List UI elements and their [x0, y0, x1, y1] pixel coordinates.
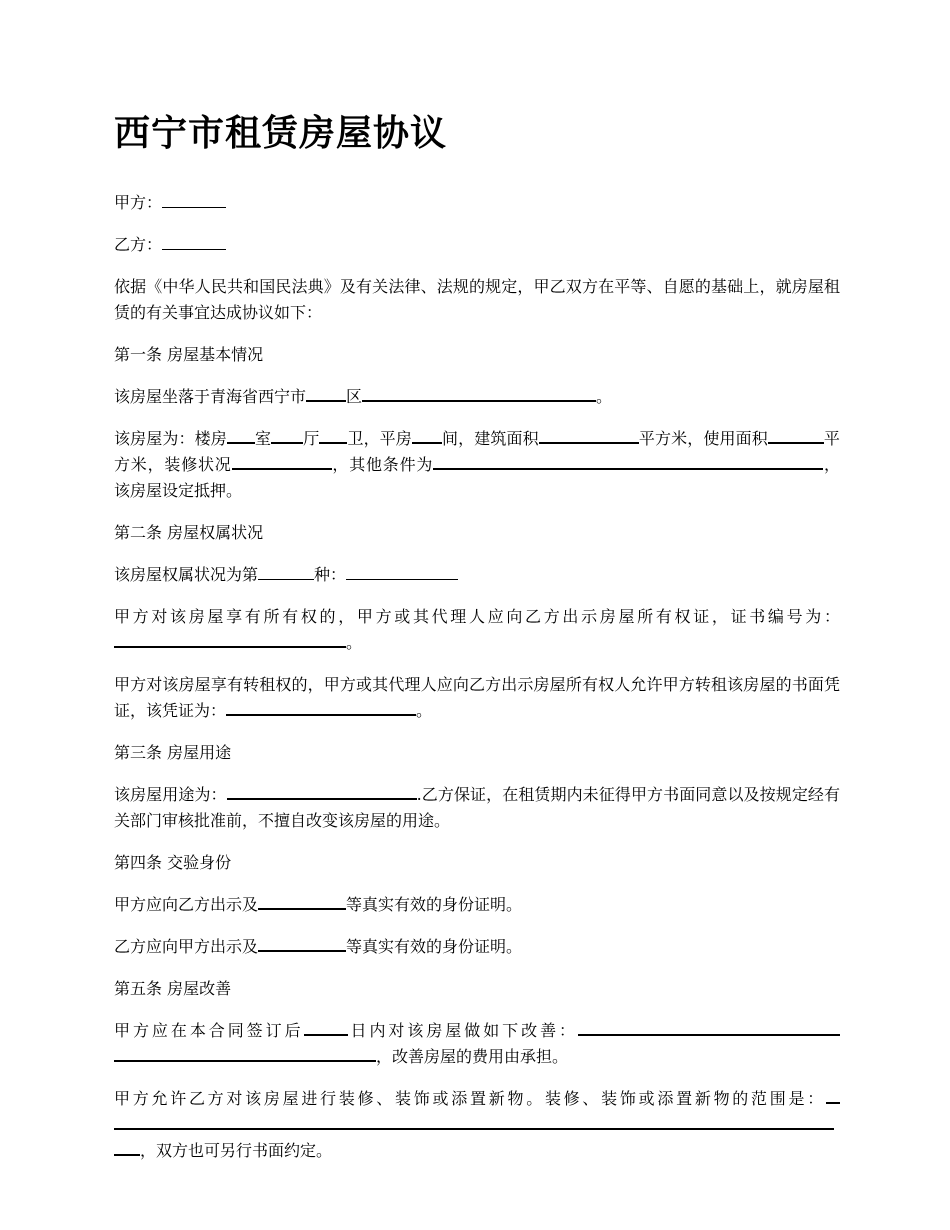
usage-text: 该房屋用途为： — [114, 785, 227, 804]
decoration-scope-blank[interactable] — [826, 1088, 840, 1104]
other-conditions-blank-cont[interactable] — [723, 454, 823, 470]
article-2-heading: 第二条 房屋权属状况 — [114, 523, 264, 542]
document-page — [114, 108, 840, 1180]
sublease-paragraph — [114, 672, 840, 724]
article-5-heading: 第五条 房屋改善 — [114, 979, 232, 998]
improvement-items-blank[interactable] — [578, 1020, 840, 1036]
bungalow-rooms-blank[interactable] — [412, 428, 442, 444]
improvement-text: ，改善房屋的费用由承担。 — [376, 1047, 569, 1066]
description-text: 室 — [254, 429, 272, 448]
usable-area-blank[interactable] — [768, 428, 824, 444]
usage-blank[interactable] — [227, 784, 417, 800]
party-a-line — [114, 190, 840, 216]
sublease-text: 甲方对该房屋享有转租权的，甲方或其代理人应向乙方出示房屋所有权人允许甲方转租该房屋的书面凭证，该凭证为： — [114, 675, 840, 720]
ownership-text: 。 — [346, 633, 363, 652]
ownership-text: 甲方对该房屋享有所有权的，甲方或其代理人应向乙方出示房屋所有权证，证书编号为： — [114, 607, 840, 626]
id-text: 甲方应向乙方出示及 — [114, 895, 259, 914]
decoration-text: ，双方也可另行书面约定。 — [140, 1141, 333, 1160]
description-text: 间，建筑面积 — [441, 429, 539, 448]
id-text: 等真实有效的身份证明。 — [346, 937, 523, 956]
usage-text: .乙方保证，在租赁期内未征得甲方书面同意以及按规定经有关部门审核批准前，不擅自改变该房屋的用途。 — [114, 785, 840, 830]
rooms-blank[interactable] — [227, 428, 255, 444]
party-a-blank[interactable] — [162, 193, 226, 208]
improvement-text: 甲方应在本合同签订后 — [114, 1021, 304, 1040]
improvement-days-blank[interactable] — [304, 1020, 348, 1036]
house-description-paragraph — [114, 426, 840, 504]
article-4-heading: 第四条 交验身份 — [114, 853, 232, 872]
halls-blank[interactable] — [271, 428, 303, 444]
party-b-label: 乙方： — [114, 235, 163, 254]
id-text: 等真实有效的身份证明。 — [346, 895, 523, 914]
status-text: 该房屋权属状况为第 — [114, 565, 259, 584]
description-text: ，其他条件为 — [331, 455, 434, 474]
status-text: 种： — [314, 565, 347, 584]
description-text: 平方米，使用面积 — [638, 429, 768, 448]
location-text: 。 — [596, 387, 613, 406]
description-text: 平方米，装修状况 — [114, 429, 840, 474]
document-title: 西宁市租赁房屋协议 — [114, 113, 448, 154]
improvement-text: 日内对该房屋做如下改善： — [347, 1021, 578, 1040]
baths-blank[interactable] — [319, 428, 347, 444]
sublease-text: 。 — [416, 701, 433, 720]
description-text: ，该房屋设定抵押。 — [114, 455, 840, 500]
decoration-paragraph — [114, 1086, 840, 1164]
sublease-certificate-blank[interactable] — [226, 700, 416, 716]
building-area-blank[interactable] — [539, 428, 639, 444]
party-b-line — [114, 232, 840, 258]
party-b-blank[interactable] — [162, 235, 226, 250]
certificate-number-blank[interactable] — [114, 632, 346, 648]
location-text: 区 — [346, 387, 363, 406]
ownership-status-paragraph — [114, 562, 840, 588]
description-text: 该房屋为：楼房 — [114, 429, 227, 448]
article-1-heading: 第一条 房屋基本情况 — [114, 345, 264, 364]
description-text: 厅 — [303, 429, 320, 448]
location-paragraph — [114, 384, 840, 410]
decoration-scope-blank-end[interactable] — [114, 1140, 140, 1156]
article-3-heading: 第三条 房屋用途 — [114, 743, 232, 762]
district-blank[interactable] — [306, 386, 346, 402]
intro-paragraph: 依据《中华人民共和国民法典》及有关法律、法规的规定，甲乙双方在平等、自愿的基础上，就房屋租赁的有关事宜达成协议如下： — [114, 277, 840, 322]
decoration-blank[interactable] — [232, 454, 332, 470]
party-b-id-blank[interactable] — [258, 936, 346, 952]
description-text: 卫，平房 — [347, 429, 412, 448]
improvement-items-blank-cont[interactable] — [114, 1046, 376, 1062]
id-text: 乙方应向甲方出示及 — [114, 937, 259, 956]
status-detail-blank[interactable] — [346, 565, 458, 580]
party-a-label: 甲方： — [114, 193, 163, 212]
party-b-id-paragraph — [114, 934, 840, 960]
location-text: 该房屋坐落于青海省西宁市 — [114, 387, 307, 406]
improvement-paragraph — [114, 1018, 840, 1070]
party-a-id-blank[interactable] — [258, 894, 346, 910]
decoration-scope-blank-line[interactable] — [114, 1114, 834, 1130]
address-blank[interactable] — [362, 386, 596, 402]
usage-paragraph — [114, 782, 840, 834]
ownership-paragraph — [114, 604, 840, 656]
status-type-blank[interactable] — [258, 565, 314, 580]
party-a-id-paragraph — [114, 892, 840, 918]
other-conditions-blank[interactable] — [433, 454, 723, 470]
decoration-text: 甲方允许乙方对该房屋进行装修、装饰或添置新物。装修、装饰或添置新物的范围是： — [114, 1089, 826, 1108]
